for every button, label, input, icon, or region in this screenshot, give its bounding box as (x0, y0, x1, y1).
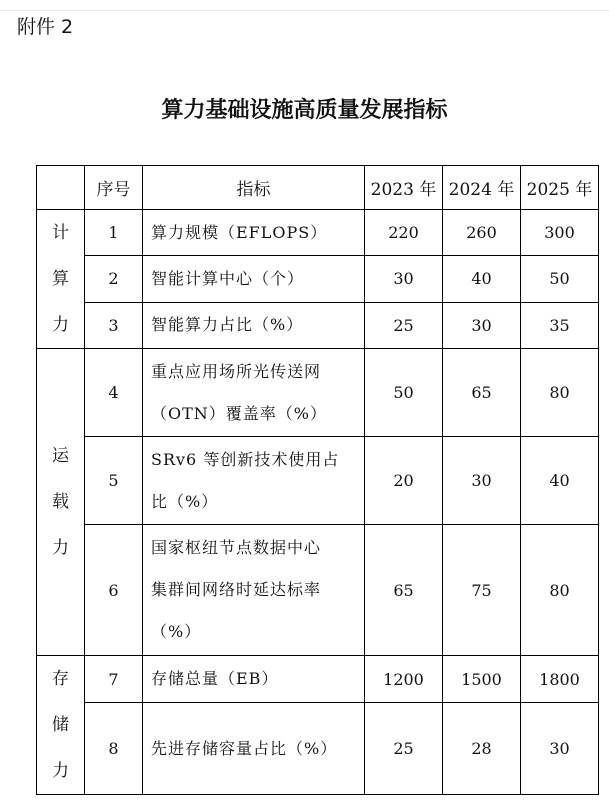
row-number: 3 (85, 302, 143, 348)
header-2025: 2025 年 (521, 166, 599, 210)
row-number: 6 (85, 525, 143, 656)
value-2025: 300 (521, 210, 599, 256)
annex-label: 附件 2 (17, 16, 74, 38)
category-transport: 运 载 力 (37, 349, 85, 656)
value-2023: 25 (365, 302, 443, 348)
table-row (37, 525, 599, 656)
value-2025: 50 (521, 256, 599, 302)
value-2024: 260 (443, 210, 521, 256)
value-2023: 220 (365, 210, 443, 256)
row-number: 1 (85, 210, 143, 256)
row-indicator: SRv6 等创新技术使用占 比（%） (143, 437, 365, 525)
top-divider (0, 10, 609, 11)
row-number: 2 (85, 256, 143, 302)
value-2025: 80 (521, 525, 599, 656)
row-indicator: 智能算力占比（%） (143, 302, 365, 348)
value-2025: 80 (521, 349, 599, 437)
table-row (37, 349, 599, 437)
row-indicator: 存储总量（EB） (143, 656, 365, 703)
row-number: 5 (85, 437, 143, 525)
value-2025: 30 (521, 703, 599, 795)
header-indicator: 指标 (143, 166, 365, 210)
value-2024: 65 (443, 349, 521, 437)
value-2023: 30 (365, 256, 443, 302)
category-compute: 计 算 力 (37, 210, 85, 349)
table-row (37, 256, 599, 302)
header-category (37, 166, 85, 210)
row-number: 4 (85, 349, 143, 437)
value-2023: 20 (365, 437, 443, 525)
value-2023: 25 (365, 703, 443, 795)
value-2024: 30 (443, 437, 521, 525)
value-2024: 1500 (443, 656, 521, 703)
value-2025: 1800 (521, 656, 599, 703)
header-2023: 2023 年 (365, 166, 443, 210)
table-header-row (37, 166, 599, 210)
row-indicator: 重点应用场所光传送网 （OTN）覆盖率（%） (143, 349, 365, 437)
value-2024: 30 (443, 302, 521, 348)
table-row (37, 210, 599, 256)
header-2024: 2024 年 (443, 166, 521, 210)
value-2023: 65 (365, 525, 443, 656)
table-row (37, 703, 599, 795)
row-number: 7 (85, 656, 143, 703)
value-2024: 75 (443, 525, 521, 656)
header-number: 序号 (85, 166, 143, 210)
table-row (37, 437, 599, 525)
table-row (37, 656, 599, 703)
value-2024: 28 (443, 703, 521, 795)
value-2024: 40 (443, 256, 521, 302)
category-storage: 存 储 力 (37, 656, 85, 795)
table-row (37, 302, 599, 348)
page-title: 算力基础设施高质量发展指标 (161, 97, 448, 123)
value-2023: 50 (365, 349, 443, 437)
row-indicator: 国家枢纽节点数据中心 集群间网络时延达标率 （%） (143, 525, 365, 656)
row-indicator: 先进存储容量占比（%） (143, 703, 365, 795)
value-2025: 35 (521, 302, 599, 348)
value-2023: 1200 (365, 656, 443, 703)
row-indicator: 算力规模（EFLOPS） (143, 210, 365, 256)
value-2025: 40 (521, 437, 599, 525)
row-number: 8 (85, 703, 143, 795)
row-indicator: 智能计算中心（个） (143, 256, 365, 302)
indicator-table (36, 165, 599, 795)
